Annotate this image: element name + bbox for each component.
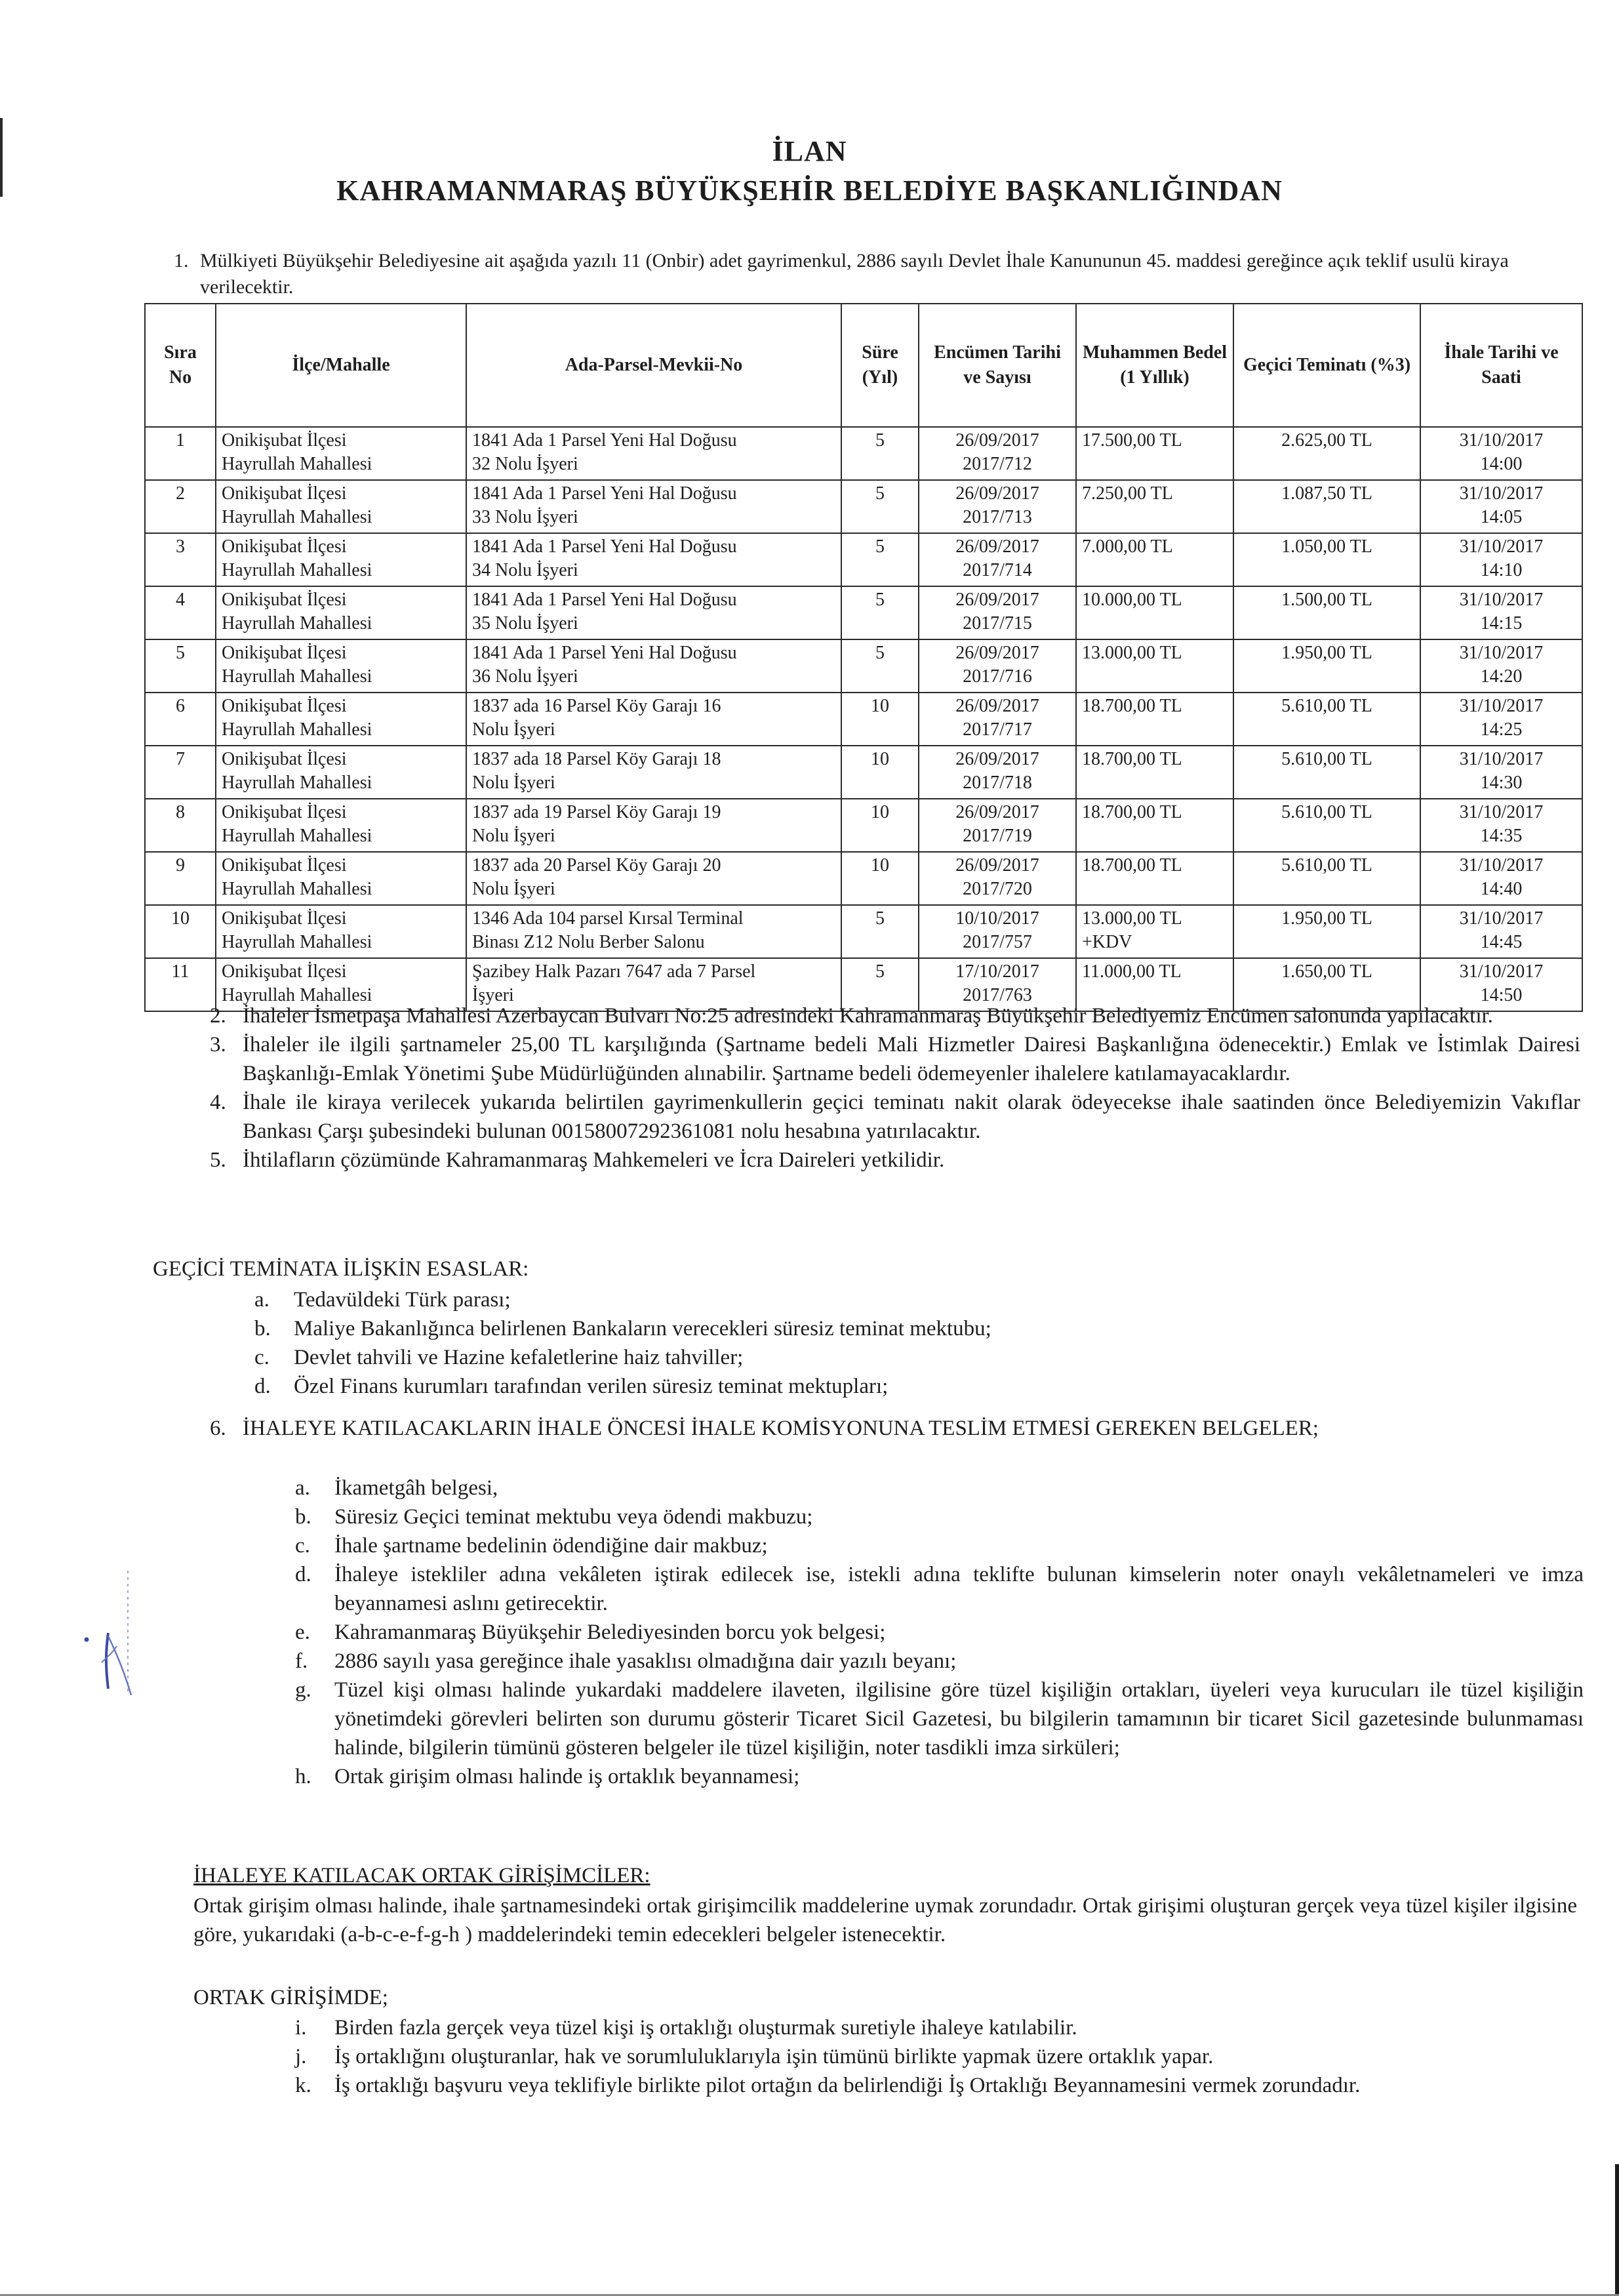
clause-3 bbox=[197, 1030, 1580, 1088]
cell-ihale-tarih: 31/10/2017 bbox=[1459, 643, 1544, 663]
cell-mahalle: Hayrullah Mahallesi bbox=[222, 613, 372, 634]
cell-ada2: 33 Nolu İşyeri bbox=[472, 507, 578, 527]
cell-mahalle: Hayrullah Mahallesi bbox=[222, 666, 372, 687]
clause-6 bbox=[197, 1414, 1580, 1443]
cell-ada2: 36 Nolu İşyeri bbox=[472, 666, 578, 687]
cell-ihale-saat: 14:45 bbox=[1480, 932, 1523, 952]
signature-icon bbox=[72, 1564, 144, 1695]
cell-enc-sayi: 2017/714 bbox=[963, 560, 1032, 580]
cell-sure: 5 bbox=[875, 643, 885, 663]
cell-ilce: Onikişubat İlçesi bbox=[222, 590, 347, 610]
cell-bedel1: 18.700,00 TL bbox=[1082, 802, 1182, 822]
teminat-heading: GEÇİCİ TEMİNATA İLİŞKİN ESASLAR: bbox=[153, 1257, 529, 1281]
col-header-ada-parsel: Ada-Parsel-Mevkii-No bbox=[466, 304, 841, 427]
cell-sira-no bbox=[145, 905, 216, 958]
cell-sure bbox=[841, 586, 919, 639]
ortak-item-k: k. İş ortaklığı başvuru veya teklifiyle birlikte pilot ortağın da belirlendiği İş Ortaklığı Beyannamesini vermek zorundadır. bbox=[295, 2074, 1361, 2097]
cell-enc-sayi: 2017/720 bbox=[963, 879, 1032, 899]
cell-sure bbox=[841, 852, 919, 905]
cell-encumen bbox=[919, 693, 1076, 746]
cell-enc-sayi: 2017/719 bbox=[963, 826, 1032, 846]
cell-bedel1: 18.700,00 TL bbox=[1082, 855, 1182, 876]
cell-ilce: Onikişubat İlçesi bbox=[222, 855, 347, 876]
cell-muhammen-bedel bbox=[1076, 533, 1233, 586]
cell-ilce: Onikişubat İlçesi bbox=[222, 483, 347, 504]
cell-ihale-tarihi bbox=[1420, 533, 1582, 586]
cell-ihale-tarihi bbox=[1420, 586, 1582, 639]
cell-ilce-mahalle bbox=[216, 799, 466, 852]
cell-sira-no bbox=[145, 746, 216, 799]
belge-item-a: a. İkametgâh belgesi, bbox=[295, 1476, 498, 1500]
cell-ada2: Binası Z12 Nolu Berber Salonu bbox=[472, 932, 705, 952]
cell-ihale-saat: 14:15 bbox=[1480, 613, 1523, 634]
cell-no: 1 bbox=[176, 430, 185, 451]
cell-encumen bbox=[919, 905, 1076, 958]
cell-ihale-tarih: 31/10/2017 bbox=[1459, 696, 1544, 716]
teminat-item-a: a. Tedavüldeki Türk parası; bbox=[254, 1288, 511, 1312]
cell-ada-parsel bbox=[466, 799, 841, 852]
cell-bedel1: 13.000,00 TL bbox=[1082, 908, 1182, 929]
cell-sure bbox=[841, 639, 919, 693]
cell-sira-no bbox=[145, 533, 216, 586]
cell-sure bbox=[841, 533, 919, 586]
cell-ada2: 34 Nolu İşyeri bbox=[472, 560, 578, 580]
cell-sure: 5 bbox=[875, 430, 885, 451]
cell-gecici-teminat bbox=[1233, 639, 1420, 693]
cell-teminat: 1.650,00 TL bbox=[1281, 961, 1372, 982]
cell-gecici-teminat bbox=[1233, 746, 1420, 799]
cell-ilce-mahalle bbox=[216, 427, 466, 480]
cell-ada1: 1837 ada 18 Parsel Köy Garajı 18 bbox=[472, 749, 721, 769]
cell-ilce-mahalle bbox=[216, 905, 466, 958]
cell-no: 8 bbox=[176, 802, 185, 822]
cell-ihale-saat: 14:25 bbox=[1480, 719, 1523, 740]
cell-ada2: İşyeri bbox=[472, 985, 514, 1005]
cell-ilce-mahalle bbox=[216, 693, 466, 746]
table-row bbox=[145, 852, 1582, 905]
cell-sure: 5 bbox=[875, 483, 885, 504]
belgeler-heading: İHALEYE KATILACAKLARIN İHALE ÖNCESİ İHALE KOMİSYONUNA TESLİM ETMESİ GEREKEN BELGELER; bbox=[243, 1417, 1319, 1440]
cell-no: 3 bbox=[176, 536, 185, 557]
cell-no: 11 bbox=[171, 961, 190, 982]
cell-encumen bbox=[919, 533, 1076, 586]
table-row bbox=[145, 799, 1582, 852]
cell-ada1: 1841 Ada 1 Parsel Yeni Hal Doğusu bbox=[472, 590, 737, 610]
cell-mahalle: Hayrullah Mahallesi bbox=[222, 507, 372, 527]
clause-number: 3. bbox=[210, 1033, 226, 1057]
cell-ilce-mahalle bbox=[216, 480, 466, 533]
table-row bbox=[145, 693, 1582, 746]
cell-mahalle: Hayrullah Mahallesi bbox=[222, 719, 372, 740]
clause-number: 6. bbox=[210, 1417, 226, 1440]
cell-enc-tarih: 26/09/2017 bbox=[955, 430, 1039, 451]
cell-ada-parsel bbox=[466, 586, 841, 639]
cell-enc-sayi: 2017/757 bbox=[963, 932, 1032, 952]
belge-item-c: c. İhale şartname bedelinin ödendiğine dair makbuz; bbox=[295, 1534, 768, 1558]
col-header-sure: Süre (Yıl) bbox=[841, 304, 919, 427]
cell-no: 10 bbox=[171, 908, 190, 929]
teminat-list bbox=[254, 1285, 1566, 1401]
cell-ilce: Onikişubat İlçesi bbox=[222, 961, 347, 982]
cell-bedel1: 17.500,00 TL bbox=[1082, 430, 1182, 451]
clause-number: 2. bbox=[210, 1004, 226, 1028]
cell-ada2: Nolu İşyeri bbox=[472, 773, 555, 793]
belge-item-e: e. Kahramanmaraş Büyükşehir Belediyesinden borcu yok belgesi; bbox=[295, 1621, 886, 1644]
document-title: İLAN bbox=[772, 135, 847, 167]
cell-teminat: 1.950,00 TL bbox=[1281, 908, 1372, 929]
cell-gecici-teminat bbox=[1233, 905, 1420, 958]
cell-ada2: Nolu İşyeri bbox=[472, 879, 555, 899]
belge-item-b: b. Süresiz Geçici teminat mektubu veya ödendi makbuzu; bbox=[295, 1505, 813, 1529]
cell-teminat: 1.500,00 TL bbox=[1281, 590, 1372, 610]
table-row bbox=[145, 533, 1582, 586]
cell-teminat: 5.610,00 TL bbox=[1281, 749, 1372, 769]
cell-ihale-saat: 14:10 bbox=[1480, 560, 1523, 580]
cell-bedel1: 11.000,00 TL bbox=[1082, 961, 1182, 982]
cell-ada1: 1841 Ada 1 Parsel Yeni Hal Doğusu bbox=[472, 483, 737, 504]
clause-text: İhale ile kiraya verilecek yukarıda belirtilen gayrimenkullerin geçici teminatı nakit olarak ödeyecekse ihale saatinden önce Belediyemizin Vakıflar Bankası Çarşı şubesindeki bulunan 00158007292361081 nolu hesabına yatırılacaktır. bbox=[243, 1091, 1580, 1143]
table-row bbox=[145, 905, 1582, 958]
cell-ihale-tarih: 31/10/2017 bbox=[1459, 749, 1544, 769]
cell-ihale-tarihi bbox=[1420, 799, 1582, 852]
ortak-girisimde-heading: ORTAK GİRİŞİMDE; bbox=[193, 1986, 388, 2009]
cell-encumen bbox=[919, 480, 1076, 533]
cell-ihale-tarih: 31/10/2017 bbox=[1459, 802, 1544, 822]
cell-gecici-teminat bbox=[1233, 586, 1420, 639]
clause-number: 5. bbox=[210, 1148, 226, 1172]
clause-4 bbox=[197, 1088, 1580, 1146]
col-header-encumen: Encümen Tarihi ve Sayısı bbox=[919, 304, 1076, 427]
cell-encumen bbox=[919, 852, 1076, 905]
cell-sira-no bbox=[145, 480, 216, 533]
cell-gecici-teminat bbox=[1233, 533, 1420, 586]
cell-enc-tarih: 26/09/2017 bbox=[955, 696, 1039, 716]
cell-enc-tarih: 26/09/2017 bbox=[955, 749, 1039, 769]
cell-ihale-tarihi bbox=[1420, 693, 1582, 746]
cell-encumen bbox=[919, 639, 1076, 693]
clause-number: 1. bbox=[174, 250, 189, 272]
cell-sure bbox=[841, 427, 919, 480]
cell-muhammen-bedel bbox=[1076, 852, 1233, 905]
cell-ada2: Nolu İşyeri bbox=[472, 826, 555, 846]
cell-ihale-tarihi bbox=[1420, 746, 1582, 799]
cell-no: 6 bbox=[176, 696, 185, 716]
cell-ilce: Onikişubat İlçesi bbox=[222, 696, 347, 716]
cell-ada-parsel bbox=[466, 693, 841, 746]
cell-ihale-tarih: 31/10/2017 bbox=[1459, 908, 1544, 929]
belge-item-g: g. Tüzel kişi olması halinde yukardaki maddelere ilaveten, ilgilisine göre tüzel kişiliğin ortakları, üyeleri veya kurucuları ile tüzel kişiliğin yönetimdeki görevleri belirten son durumu gösterir Ticaret Sicil Gazetesi, bu bilgilerin tamamının bir ticaret Sicil gazetesinde bulunmaması halinde, bilgilerin tümünü gösteren belgeler ile tüzel kişiliğin, noter tasdikli imza sirküleri; bbox=[295, 1678, 1584, 1760]
cell-ihale-tarihi bbox=[1420, 639, 1582, 693]
cell-mahalle: Hayrullah Mahallesi bbox=[222, 932, 372, 952]
cell-ihale-tarih: 31/10/2017 bbox=[1459, 961, 1544, 982]
cell-ilce-mahalle bbox=[216, 852, 466, 905]
table-row bbox=[145, 586, 1582, 639]
cell-teminat: 5.610,00 TL bbox=[1281, 855, 1372, 876]
cell-muhammen-bedel bbox=[1076, 480, 1233, 533]
cell-bedel1: 7.250,00 TL bbox=[1082, 483, 1173, 504]
cell-gecici-teminat bbox=[1233, 852, 1420, 905]
cell-encumen bbox=[919, 799, 1076, 852]
cell-enc-sayi: 2017/713 bbox=[963, 507, 1032, 527]
scan-edge-right bbox=[1615, 2164, 1619, 2296]
cell-sure bbox=[841, 799, 919, 852]
cell-ilce-mahalle bbox=[216, 586, 466, 639]
cell-ada-parsel bbox=[466, 852, 841, 905]
property-table bbox=[144, 303, 1583, 1012]
cell-enc-tarih: 26/09/2017 bbox=[955, 802, 1039, 822]
cell-encumen bbox=[919, 427, 1076, 480]
cell-sira-no bbox=[145, 586, 216, 639]
clause-number: 4. bbox=[210, 1091, 226, 1114]
cell-bedel1: 7.000,00 TL bbox=[1082, 536, 1173, 557]
cell-sira-no bbox=[145, 693, 216, 746]
table-header-row bbox=[145, 304, 1582, 427]
cell-gecici-teminat bbox=[1233, 799, 1420, 852]
cell-ilce-mahalle bbox=[216, 533, 466, 586]
cell-ada1: Şazibey Halk Pazarı 7647 ada 7 Parsel bbox=[472, 961, 756, 982]
teminat-item-d: d. Özel Finans kurumları tarafından verilen süresiz teminat mektupları; bbox=[254, 1375, 889, 1398]
col-header-muhammen-bedel: Muhammen Bedel (1 Yıllık) bbox=[1076, 304, 1233, 427]
belge-item-d: d. İhaleye istekliler adına vekâleten iştirak edilecek ise, istekli adına teklifte bulunan kimselerin noter onaylı vekâletnameleri ve imza beyannamesi aslını getirecektir. bbox=[295, 1563, 1584, 1615]
cell-teminat: 5.610,00 TL bbox=[1281, 696, 1372, 716]
cell-ihale-tarih: 31/10/2017 bbox=[1459, 855, 1544, 876]
cell-muhammen-bedel bbox=[1076, 799, 1233, 852]
cell-enc-sayi: 2017/763 bbox=[963, 985, 1032, 1005]
cell-enc-tarih: 10/10/2017 bbox=[955, 908, 1039, 929]
cell-muhammen-bedel bbox=[1076, 746, 1233, 799]
ortak-girisimde-list bbox=[295, 2013, 1584, 2100]
table-row bbox=[145, 746, 1582, 799]
cell-muhammen-bedel bbox=[1076, 427, 1233, 480]
cell-sure: 5 bbox=[875, 536, 885, 557]
cell-enc-tarih: 26/09/2017 bbox=[955, 855, 1039, 876]
cell-sure bbox=[841, 905, 919, 958]
cell-enc-sayi: 2017/717 bbox=[963, 719, 1032, 740]
cell-muhammen-bedel bbox=[1076, 586, 1233, 639]
belgeler-list bbox=[295, 1474, 1584, 1791]
cell-ada1: 1841 Ada 1 Parsel Yeni Hal Doğusu bbox=[472, 536, 737, 557]
cell-ihale-saat: 14:00 bbox=[1480, 454, 1523, 474]
cell-ihale-saat: 14:40 bbox=[1480, 879, 1523, 899]
table-row bbox=[145, 480, 1582, 533]
table-row bbox=[145, 427, 1582, 480]
cell-enc-sayi: 2017/715 bbox=[963, 613, 1032, 634]
cell-ada1: 1837 ada 20 Parsel Köy Garajı 20 bbox=[472, 855, 721, 876]
cell-sira-no bbox=[145, 639, 216, 693]
cell-teminat: 1.950,00 TL bbox=[1281, 643, 1372, 663]
cell-ilce-mahalle bbox=[216, 639, 466, 693]
cell-enc-sayi: 2017/718 bbox=[963, 773, 1032, 793]
cell-teminat: 2.625,00 TL bbox=[1281, 430, 1372, 451]
ortak-girisimciler-text: Ortak girişim olması halinde, ihale şartnamesindeki ortak girişimcilik maddelerine uymak zorundadır. Ortak girişimi oluşturan gerçek veya tüzel kişiler ilgisine göre, yukarıdaki (a-b-c-e-f-g-h ) maddelerindeki temin edecekleri belgeler istenecektir. bbox=[193, 1894, 1577, 1946]
ortak-item-i: i. Birden fazla gerçek veya tüzel kişi iş ortaklığı oluşturmak suretiyle ihaleye katılabilir. bbox=[295, 2016, 1077, 2040]
cell-ada-parsel bbox=[466, 533, 841, 586]
cell-ihale-tarih: 31/10/2017 bbox=[1459, 483, 1544, 504]
cell-ilce: Onikişubat İlçesi bbox=[222, 536, 347, 557]
cell-no: 2 bbox=[176, 483, 185, 504]
cell-ihale-saat: 14:35 bbox=[1480, 826, 1523, 846]
cell-sure bbox=[841, 746, 919, 799]
cell-gecici-teminat bbox=[1233, 480, 1420, 533]
cell-sira-no bbox=[145, 852, 216, 905]
cell-encumen bbox=[919, 746, 1076, 799]
table-row bbox=[145, 639, 1582, 693]
cell-enc-tarih: 26/09/2017 bbox=[955, 483, 1039, 504]
cell-ada-parsel bbox=[466, 905, 841, 958]
cell-ilce-mahalle bbox=[216, 746, 466, 799]
cell-no: 5 bbox=[176, 643, 185, 663]
cell-enc-sayi: 2017/716 bbox=[963, 666, 1032, 687]
cell-sira-no bbox=[145, 799, 216, 852]
cell-sure: 10 bbox=[871, 696, 889, 716]
cell-sure: 10 bbox=[871, 855, 889, 876]
cell-bedel2: +KDV bbox=[1082, 932, 1132, 952]
cell-enc-sayi: 2017/712 bbox=[963, 454, 1032, 474]
cell-sure: 5 bbox=[875, 590, 885, 610]
belge-item-f: f. 2886 sayılı yasa gereğince ihale yasaklısı olmadığına dair yazılı beyanı; bbox=[295, 1649, 957, 1673]
cell-encumen bbox=[919, 586, 1076, 639]
cell-ada1: 1346 Ada 104 parsel Kırsal Terminal bbox=[472, 908, 744, 929]
cell-mahalle: Hayrullah Mahallesi bbox=[222, 560, 372, 580]
cell-mahalle: Hayrullah Mahallesi bbox=[222, 826, 372, 846]
cell-mahalle: Hayrullah Mahallesi bbox=[222, 879, 372, 899]
cell-ihale-tarihi bbox=[1420, 852, 1582, 905]
cell-teminat: 1.087,50 TL bbox=[1281, 483, 1372, 504]
cell-mahalle: Hayrullah Mahallesi bbox=[222, 985, 372, 1005]
cell-muhammen-bedel bbox=[1076, 639, 1233, 693]
teminat-item-c: c. Devlet tahvili ve Hazine kefaletlerine haiz tahviller; bbox=[254, 1346, 744, 1369]
cell-mahalle: Hayrullah Mahallesi bbox=[222, 454, 372, 474]
cell-ada1: 1841 Ada 1 Parsel Yeni Hal Doğusu bbox=[472, 430, 737, 451]
cell-ada-parsel bbox=[466, 746, 841, 799]
cell-ada2: 35 Nolu İşyeri bbox=[472, 613, 578, 634]
cell-ada-parsel bbox=[466, 639, 841, 693]
cell-mahalle: Hayrullah Mahallesi bbox=[222, 773, 372, 793]
cell-gecici-teminat bbox=[1233, 427, 1420, 480]
cell-ihale-saat: 14:50 bbox=[1480, 985, 1523, 1005]
document-subtitle: KAHRAMANMARAŞ BÜYÜKŞEHİR BELEDİYE BAŞKANLIĞINDAN bbox=[336, 174, 1283, 207]
cell-sira-no bbox=[145, 427, 216, 480]
cell-teminat: 5.610,00 TL bbox=[1281, 802, 1372, 822]
cell-ihale-tarihi bbox=[1420, 480, 1582, 533]
cell-ihale-saat: 14:05 bbox=[1480, 507, 1523, 527]
clause-text: Mülkiyeti Büyükşehir Belediyesine ait aşağıda yazılı 11 (Onbir) adet gayrimenkul, 2886 sayılı Devlet İhale Kanununun 45. maddesi gereğince açık teklif usulü kiraya verilecektir. bbox=[200, 250, 1509, 298]
col-header-ihale-tarihi: İhale Tarihi ve Saati bbox=[1420, 304, 1582, 427]
cell-gecici-teminat bbox=[1233, 693, 1420, 746]
cell-sure bbox=[841, 693, 919, 746]
cell-enc-tarih: 17/10/2017 bbox=[955, 961, 1039, 982]
clauses-section bbox=[197, 1001, 1580, 1175]
intro-clause bbox=[174, 248, 1577, 300]
cell-ihale-tarih: 31/10/2017 bbox=[1459, 590, 1544, 610]
clause-2 bbox=[197, 1001, 1580, 1030]
cell-ihale-saat: 14:20 bbox=[1480, 666, 1523, 687]
cell-ada1: 1841 Ada 1 Parsel Yeni Hal Doğusu bbox=[472, 643, 737, 663]
col-header-gecici-teminat: Geçici Teminatı (%3) bbox=[1233, 304, 1420, 427]
cell-ada-parsel bbox=[466, 427, 841, 480]
cell-bedel1: 10.000,00 TL bbox=[1082, 590, 1182, 610]
cell-ilce: Onikişubat İlçesi bbox=[222, 643, 347, 663]
cell-sure: 5 bbox=[875, 961, 885, 982]
clause-text: İhaleler İsmetpaşa Mahallesi Azerbaycan Bulvarı No:25 adresindeki Kahramanmaraş Büyükşehir Belediyemiz Encümen salonunda yapılacaktır. bbox=[243, 1004, 1493, 1028]
cell-ada2: Nolu İşyeri bbox=[472, 719, 555, 740]
cell-no: 4 bbox=[176, 590, 185, 610]
cell-ada2: 32 Nolu İşyeri bbox=[472, 454, 578, 474]
cell-ihale-saat: 14:30 bbox=[1480, 773, 1523, 793]
cell-muhammen-bedel bbox=[1076, 905, 1233, 958]
clause-text: İhtilafların çözümünde Kahramanmaraş Mahkemeleri ve İcra Daireleri yetkilidir. bbox=[243, 1148, 945, 1172]
cell-sure: 10 bbox=[871, 749, 889, 769]
clause-text: İhaleler ile ilgili şartnameler 25,00 TL karşılığında (Şartname bedeli Mali Hizmetler Dairesi Başkanlığına ödenecektir.) Emlak ve İstimlak Dairesi Başkanlığı-Emlak Yönetimi Şube Müdürlüğünden alınabilir. Şartname bedeli ödemeyenler ihalelere katılamayacaklardır. bbox=[243, 1033, 1580, 1085]
col-header-ilce-mahalle: İlçe/Mahalle bbox=[216, 304, 466, 427]
cell-ada1: 1837 ada 16 Parsel Köy Garajı 16 bbox=[472, 696, 721, 716]
cell-bedel1: 18.700,00 TL bbox=[1082, 696, 1182, 716]
cell-no: 7 bbox=[176, 749, 185, 769]
clause-5 bbox=[197, 1146, 1580, 1175]
cell-sure: 10 bbox=[871, 802, 889, 822]
cell-enc-tarih: 26/09/2017 bbox=[955, 643, 1039, 663]
ortak-item-j: j. İş ortaklığını oluşturanlar, hak ve sorumluluklarıyla işin tümünü birlikte yapmak üzere ortaklık yapar. bbox=[295, 2045, 1214, 2068]
cell-bedel1: 18.700,00 TL bbox=[1082, 749, 1182, 769]
cell-ada-parsel bbox=[466, 480, 841, 533]
belge-item-h: h. Ortak girişim olması halinde iş ortaklık beyannamesi; bbox=[295, 1765, 800, 1788]
cell-ihale-tarihi bbox=[1420, 427, 1582, 480]
col-header-sira-no: Sıra No bbox=[145, 304, 216, 427]
cell-ihale-tarih: 31/10/2017 bbox=[1459, 430, 1544, 451]
cell-muhammen-bedel bbox=[1076, 693, 1233, 746]
teminat-item-b: b. Maliye Bakanlığınca belirlenen Bankaların verecekleri süresiz teminat mektubu; bbox=[254, 1317, 991, 1340]
cell-ihale-tarihi bbox=[1420, 905, 1582, 958]
cell-ilce: Onikişubat İlçesi bbox=[222, 908, 347, 929]
cell-ilce: Onikişubat İlçesi bbox=[222, 430, 347, 451]
cell-no: 9 bbox=[176, 855, 185, 876]
ortak-girisimciler-heading: İHALEYE KATILACAK ORTAK GİRİŞİMCİLER: bbox=[193, 1864, 650, 1887]
cell-sure: 5 bbox=[875, 908, 885, 929]
cell-sure bbox=[841, 480, 919, 533]
cell-enc-tarih: 26/09/2017 bbox=[955, 536, 1039, 557]
cell-ilce: Onikişubat İlçesi bbox=[222, 749, 347, 769]
cell-bedel1: 13.000,00 TL bbox=[1082, 643, 1182, 663]
cell-enc-tarih: 26/09/2017 bbox=[955, 590, 1039, 610]
cell-ihale-tarih: 31/10/2017 bbox=[1459, 536, 1544, 557]
belgeler-heading-block bbox=[197, 1414, 1580, 1443]
cell-ilce: Onikişubat İlçesi bbox=[222, 802, 347, 822]
cell-ada1: 1837 ada 19 Parsel Köy Garajı 19 bbox=[472, 802, 721, 822]
cell-teminat: 1.050,00 TL bbox=[1281, 536, 1372, 557]
